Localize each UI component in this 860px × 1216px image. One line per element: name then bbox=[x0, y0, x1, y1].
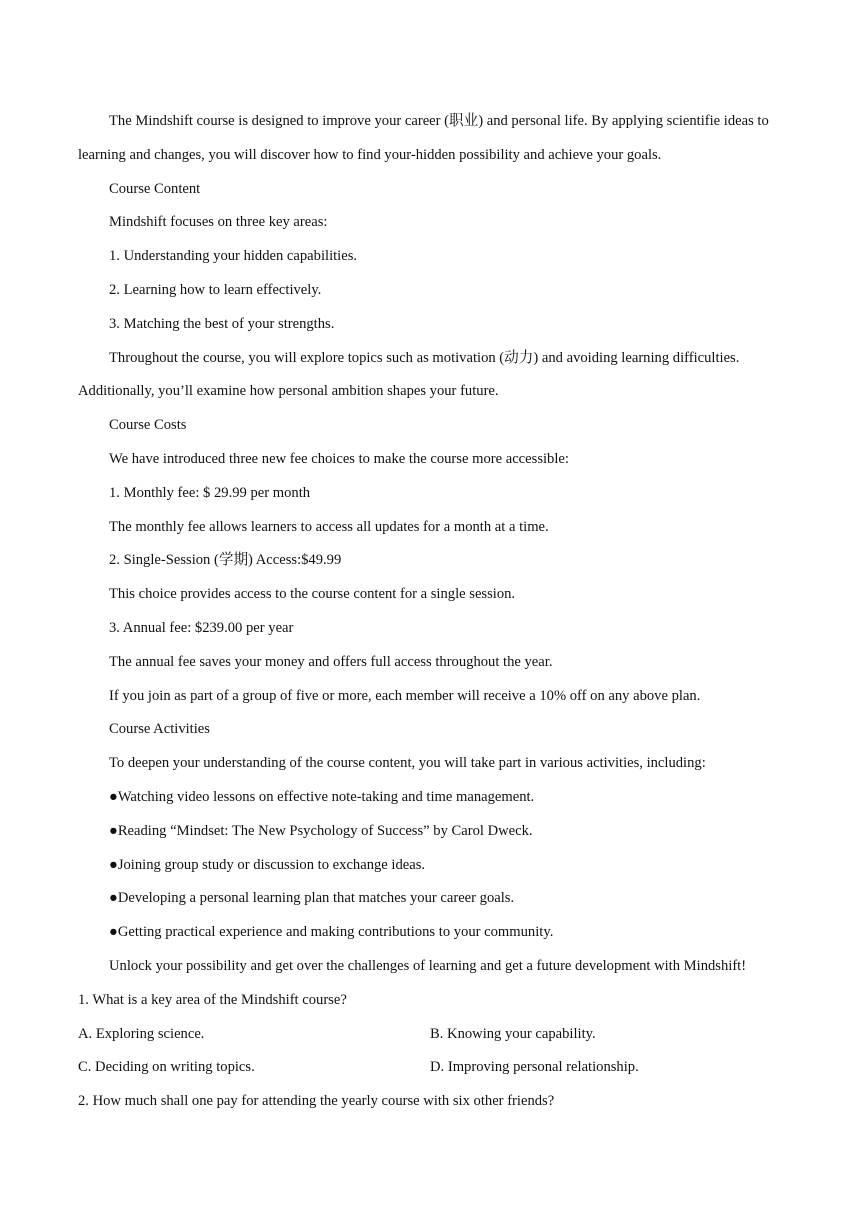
question-stem: 2. How much shall one pay for attending the yearly course with six other friends? bbox=[78, 1093, 555, 1110]
course-content-lead: Mindshift focuses on three key areas: bbox=[109, 214, 328, 231]
answer-options-row bbox=[78, 1051, 784, 1085]
key-area-item: 2. Learning how to learn effectively. bbox=[109, 281, 322, 298]
fee-title: 3. Annual fee: $239.00 per year bbox=[109, 619, 294, 636]
question-stem: 1. What is a key area of the Mindshift course? bbox=[78, 991, 347, 1008]
fee-description: The annual fee saves your money and offers full access throughout the year. bbox=[109, 653, 553, 670]
fee-description: This choice provides access to the course content for a single session. bbox=[109, 586, 516, 603]
fee-description: The monthly fee allows learners to access all updates for a month at a time. bbox=[109, 518, 549, 535]
activity-item: ●Watching video lessons on effective note-taking and time management. bbox=[109, 788, 535, 805]
answer-option-c: C. Deciding on writing topics. bbox=[78, 1059, 255, 1076]
course-costs-lead: We have introduced three new fee choices to make the course more accessible: bbox=[109, 450, 569, 467]
answer-option-d: D. Improving personal relationship. bbox=[430, 1059, 639, 1076]
course-activities-lead: To deepen your understanding of the course content, you will take part in various activities, including: bbox=[109, 755, 706, 772]
fee-title: 2. Single-Session (学期) Access:$49.99 bbox=[109, 552, 342, 569]
course-content-heading: Course Content bbox=[109, 180, 201, 197]
key-area-item: 1. Understanding your hidden capabilities. bbox=[109, 248, 358, 265]
course-activities-heading: Course Activities bbox=[109, 721, 210, 738]
intro-paragraph: The Mindshift course is designed to improve your career (职业) and personal life. By applying scientifie ideas to learning and changes, you will discover how to find your-hidden possibility and achieve your goals. bbox=[78, 113, 769, 163]
group-discount-note: If you join as part of a group of five or more, each member will receive a 10% off on any above plan. bbox=[109, 687, 701, 704]
closing-paragraph: Unlock your possibility and get over the challenges of learning and get a future development with Mindshift! bbox=[109, 957, 747, 974]
answer-option-b: B. Knowing your capability. bbox=[430, 1025, 596, 1042]
answer-option-a: A. Exploring science. bbox=[78, 1025, 205, 1042]
answer-options-row bbox=[78, 1018, 784, 1052]
activity-item: ●Reading “Mindset: The New Psychology of Success” by Carol Dweck. bbox=[109, 822, 533, 839]
activity-item: ●Developing a personal learning plan that matches your career goals. bbox=[109, 890, 515, 907]
course-costs-heading: Course Costs bbox=[109, 417, 187, 434]
activity-item: ●Getting practical experience and making contributions to your community. bbox=[109, 924, 554, 941]
topics-paragraph: Throughout the course, you will explore topics such as motivation (动力) and avoiding learning difficulties. Additionally, you’ll examine how personal ambition shapes your future. bbox=[78, 349, 740, 400]
activity-item: ●Joining group study or discussion to exchange ideas. bbox=[109, 856, 426, 873]
fee-title: 1. Monthly fee: $ 29.99 per month bbox=[109, 484, 311, 501]
document-body bbox=[78, 105, 784, 1119]
key-area-item: 3. Matching the best of your strengths. bbox=[109, 315, 335, 332]
